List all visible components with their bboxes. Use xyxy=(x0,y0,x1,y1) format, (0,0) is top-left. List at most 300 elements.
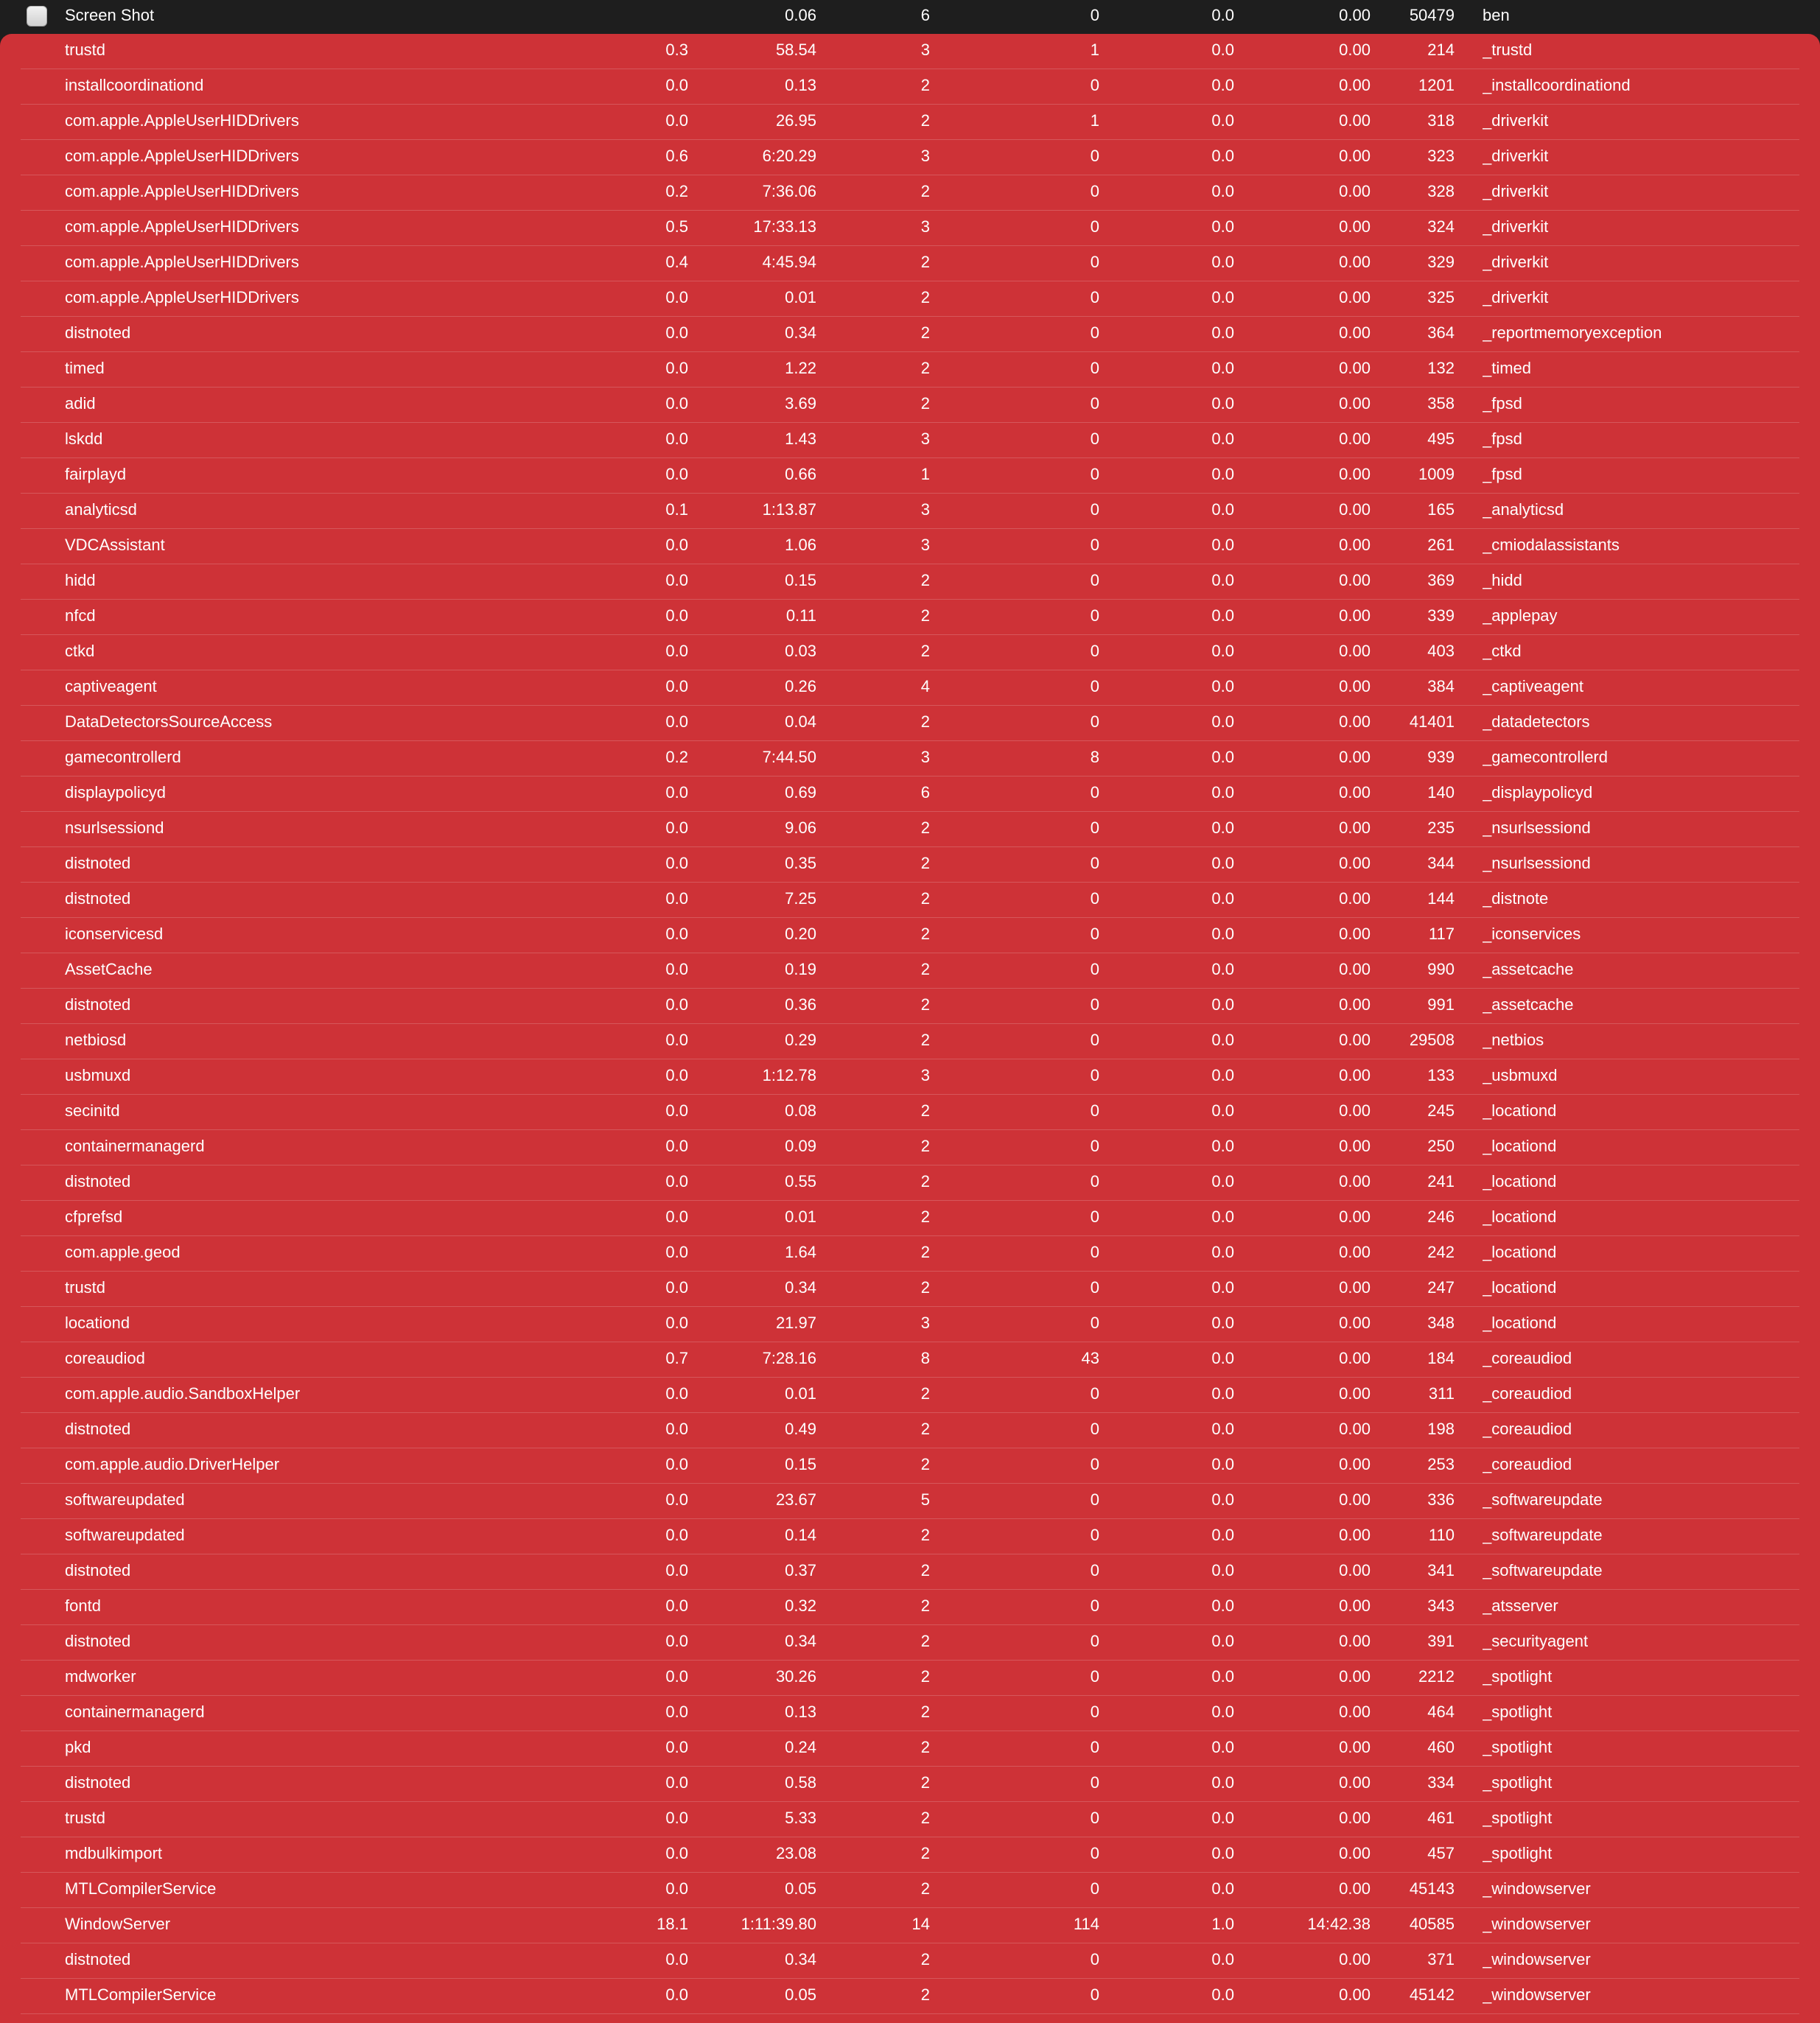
gpu-percent-cell: 0.0 xyxy=(1211,1031,1234,1049)
cpu-time-cell: 0.37 xyxy=(785,1561,816,1580)
user-cell: _trustd xyxy=(1483,41,1533,59)
pid-cell: 991 xyxy=(1427,995,1455,1014)
pid-cell: 140 xyxy=(1427,783,1455,802)
thread-count-cell: 2 xyxy=(920,1031,930,1049)
user-cell: _locationd xyxy=(1483,1101,1557,1120)
cpu-time-cell: 0.32 xyxy=(785,1596,816,1615)
idle-wake-ups-cell: 0 xyxy=(1090,1420,1099,1438)
cpu-percent-cell: 0.0 xyxy=(665,1879,688,1898)
table-row[interactable] xyxy=(0,0,1820,32)
pid-cell: 250 xyxy=(1427,1137,1455,1155)
cpu-time-cell: 0.55 xyxy=(785,1172,816,1191)
idle-wake-ups-cell: 0 xyxy=(1090,818,1099,837)
gpu-percent-cell: 0.0 xyxy=(1211,783,1234,802)
gpu-percent-cell: 1.0 xyxy=(1211,1915,1234,1933)
idle-wake-ups-cell: 0 xyxy=(1090,1243,1099,1261)
thread-count-cell: 2 xyxy=(920,1809,930,1827)
idle-wake-ups-cell: 0 xyxy=(1090,359,1099,377)
idle-wake-ups-cell: 0 xyxy=(1090,960,1099,978)
table-row[interactable] xyxy=(0,1236,1820,1272)
cpu-percent-cell: 0.2 xyxy=(665,182,688,200)
gpu-time-cell: 0.00 xyxy=(1339,41,1371,59)
user-cell: ben xyxy=(1483,6,1510,24)
user-cell: _distnote xyxy=(1483,889,1549,908)
gpu-percent-cell: 0.0 xyxy=(1211,1490,1234,1509)
table-row[interactable] xyxy=(0,1201,1820,1236)
thread-count-cell: 2 xyxy=(920,712,930,731)
pid-cell: 1009 xyxy=(1418,465,1455,483)
user-cell: _netbios xyxy=(1483,1031,1544,1049)
cpu-time-cell: 0.08 xyxy=(785,1101,816,1120)
idle-wake-ups-cell: 0 xyxy=(1090,1066,1099,1084)
cpu-time-cell: 58.54 xyxy=(775,41,816,59)
process-name-cell: distnoted xyxy=(65,323,131,342)
cpu-percent-cell: 0.0 xyxy=(665,1278,688,1297)
user-cell: _driverkit xyxy=(1483,182,1549,200)
gpu-percent-cell: 0.0 xyxy=(1211,1243,1234,1261)
thread-count-cell: 3 xyxy=(920,147,930,165)
pid-cell: 325 xyxy=(1427,288,1455,306)
cpu-percent-cell: 0.0 xyxy=(665,1490,688,1509)
pid-cell: 403 xyxy=(1427,642,1455,660)
user-cell: _atsserver xyxy=(1483,1596,1558,1615)
process-name-cell: coreaudiod xyxy=(65,1349,145,1367)
process-name-cell: MTLCompilerService xyxy=(65,1985,217,2004)
table-row[interactable] xyxy=(0,1943,1820,1979)
table-row[interactable] xyxy=(0,741,1820,776)
idle-wake-ups-cell: 0 xyxy=(1090,1596,1099,1615)
table-row[interactable] xyxy=(0,1802,1820,1837)
process-name-cell: containermanagerd xyxy=(65,1137,205,1155)
table-row[interactable] xyxy=(0,1519,1820,1554)
pid-cell: 110 xyxy=(1428,1526,1455,1544)
process-name-cell: netbiosd xyxy=(65,1031,127,1049)
gpu-time-cell: 0.00 xyxy=(1339,1738,1371,1756)
idle-wake-ups-cell: 0 xyxy=(1090,1738,1099,1756)
table-row[interactable] xyxy=(0,494,1820,529)
process-name-cell: locationd xyxy=(65,1314,130,1332)
cpu-time-cell: 4:45.94 xyxy=(762,253,816,271)
table-row[interactable] xyxy=(0,246,1820,281)
pid-cell: 2212 xyxy=(1418,1667,1455,1686)
gpu-percent-cell: 0.0 xyxy=(1211,1703,1234,1721)
gpu-time-cell: 14:42.38 xyxy=(1307,1915,1371,1933)
pid-cell: 364 xyxy=(1427,323,1455,342)
table-row[interactable] xyxy=(0,105,1820,140)
pid-cell: 336 xyxy=(1427,1490,1455,1509)
user-cell: _datadetectors xyxy=(1483,712,1590,731)
table-row[interactable] xyxy=(0,140,1820,175)
gpu-time-cell: 0.00 xyxy=(1339,76,1371,94)
process-name-cell: com.apple.AppleUserHIDDrivers xyxy=(65,147,299,165)
idle-wake-ups-cell: 0 xyxy=(1090,253,1099,271)
gpu-percent-cell: 0.0 xyxy=(1211,147,1234,165)
gpu-percent-cell: 0.0 xyxy=(1211,1879,1234,1898)
process-name-cell: VDCAssistant xyxy=(65,536,165,554)
idle-wake-ups-cell: 0 xyxy=(1090,536,1099,554)
process-name-cell: distnoted xyxy=(65,1773,131,1792)
table-row[interactable] xyxy=(0,1342,1820,1378)
table-row[interactable] xyxy=(0,352,1820,388)
table-row[interactable] xyxy=(0,1554,1820,1590)
cpu-time-cell: 0.24 xyxy=(785,1738,816,1756)
gpu-percent-cell: 0.0 xyxy=(1211,677,1234,695)
process-name-cell: pkd xyxy=(65,1738,91,1756)
pid-cell: 133 xyxy=(1427,1066,1455,1084)
pid-cell: 1201 xyxy=(1418,76,1455,94)
table-row[interactable] xyxy=(0,1873,1820,1908)
cpu-time-cell: 0.34 xyxy=(785,1950,816,1968)
gpu-time-cell: 0.00 xyxy=(1339,1031,1371,1049)
pid-cell: 318 xyxy=(1427,111,1455,130)
user-cell: _softwareupdate xyxy=(1483,1490,1603,1509)
cpu-percent-cell: 0.0 xyxy=(665,1207,688,1226)
thread-count-cell: 3 xyxy=(920,217,930,236)
process-name-cell: containermanagerd xyxy=(65,1703,205,1721)
idle-wake-ups-cell: 0 xyxy=(1090,1526,1099,1544)
process-name-cell: hidd xyxy=(65,571,96,589)
cpu-percent-cell xyxy=(604,0,688,32)
idle-wake-ups-cell: 0 xyxy=(1090,1172,1099,1191)
thread-count-cell: 3 xyxy=(920,41,930,59)
thread-count-cell: 2 xyxy=(920,1455,930,1473)
cpu-percent-cell: 0.0 xyxy=(665,1137,688,1155)
cpu-time-cell: 0.35 xyxy=(785,854,816,872)
cpu-time-cell: 3.69 xyxy=(785,394,816,413)
table-row[interactable] xyxy=(0,423,1820,458)
cpu-time-cell: 7.25 xyxy=(785,889,816,908)
gpu-percent-cell: 0.0 xyxy=(1211,1420,1234,1438)
pid-cell: 328 xyxy=(1427,182,1455,200)
cpu-percent-cell: 0.0 xyxy=(665,571,688,589)
cpu-time-cell: 0.05 xyxy=(785,1879,816,1898)
idle-wake-ups-cell: 0 xyxy=(1090,1207,1099,1226)
cpu-percent-cell: 0.0 xyxy=(665,288,688,306)
table-row[interactable] xyxy=(0,1767,1820,1802)
process-name-cell: fontd xyxy=(65,1596,101,1615)
gpu-time-cell: 0.00 xyxy=(1339,111,1371,130)
gpu-percent-cell: 0.0 xyxy=(1211,1455,1234,1473)
cpu-time-cell: 0.20 xyxy=(785,925,816,943)
process-name-cell: analyticsd xyxy=(65,500,137,519)
table-row[interactable] xyxy=(0,812,1820,847)
process-name-cell: distnoted xyxy=(65,854,131,872)
gpu-time-cell: 0.00 xyxy=(1339,1101,1371,1120)
user-cell: _nsurlsessiond xyxy=(1483,818,1591,837)
gpu-percent-cell: 0.0 xyxy=(1211,6,1234,24)
user-cell: _softwareupdate xyxy=(1483,1526,1603,1544)
gpu-percent-cell: 0.0 xyxy=(1211,111,1234,130)
user-cell: _locationd xyxy=(1483,1137,1557,1155)
gpu-percent-cell: 0.0 xyxy=(1211,430,1234,448)
gpu-percent-cell: 0.0 xyxy=(1211,1985,1234,2004)
cpu-percent-cell: 0.0 xyxy=(665,925,688,943)
table-row[interactable] xyxy=(0,1908,1820,1943)
gpu-percent-cell: 0.0 xyxy=(1211,1349,1234,1367)
cpu-time-cell: 5.33 xyxy=(785,1809,816,1827)
cpu-time-cell: 0.34 xyxy=(785,1632,816,1650)
thread-count-cell: 1 xyxy=(920,465,930,483)
cpu-time-cell: 0.04 xyxy=(785,712,816,731)
user-cell: _locationd xyxy=(1483,1278,1557,1297)
thread-count-cell: 5 xyxy=(920,1490,930,1509)
thread-count-cell: 2 xyxy=(920,1101,930,1120)
process-name-cell: displaypolicyd xyxy=(65,783,166,802)
table-row[interactable] xyxy=(0,281,1820,317)
table-row[interactable] xyxy=(0,1130,1820,1165)
idle-wake-ups-cell: 0 xyxy=(1090,288,1099,306)
table-row[interactable] xyxy=(0,600,1820,635)
user-cell: _spotlight xyxy=(1483,1773,1553,1792)
user-cell: _timed xyxy=(1483,359,1532,377)
idle-wake-ups-cell: 0 xyxy=(1090,1455,1099,1473)
table-row[interactable] xyxy=(0,918,1820,953)
gpu-percent-cell: 0.0 xyxy=(1211,925,1234,943)
table-row[interactable] xyxy=(0,1165,1820,1201)
user-cell: _reportmemoryexception xyxy=(1483,323,1662,342)
process-name-cell: distnoted xyxy=(65,1561,131,1580)
user-cell: _windowserver xyxy=(1483,1985,1591,2004)
idle-wake-ups-cell: 0 xyxy=(1090,6,1099,24)
table-row[interactable] xyxy=(0,317,1820,352)
cpu-time-cell: 9.06 xyxy=(785,818,816,837)
table-row[interactable] xyxy=(0,564,1820,600)
pid-cell: 29508 xyxy=(1409,1031,1455,1049)
gpu-time-cell: 0.00 xyxy=(1339,1596,1371,1615)
cpu-time-cell: 0.13 xyxy=(785,76,816,94)
user-cell: _applepay xyxy=(1483,606,1558,625)
process-name-cell: mdbulkimport xyxy=(65,1844,163,1862)
gpu-time-cell: 0.00 xyxy=(1339,960,1371,978)
table-row[interactable] xyxy=(0,670,1820,706)
table-row[interactable] xyxy=(0,1696,1820,1731)
cpu-percent-cell: 0.0 xyxy=(665,1031,688,1049)
idle-wake-ups-cell: 0 xyxy=(1090,323,1099,342)
thread-count-cell: 2 xyxy=(920,323,930,342)
user-cell: _usbmuxd xyxy=(1483,1066,1558,1084)
table-row[interactable] xyxy=(0,1024,1820,1059)
table-row[interactable] xyxy=(0,1095,1820,1130)
gpu-time-cell: 0.00 xyxy=(1339,1632,1371,1650)
idle-wake-ups-cell: 0 xyxy=(1090,465,1099,483)
thread-count-cell: 2 xyxy=(920,1703,930,1721)
idle-wake-ups-cell: 0 xyxy=(1090,925,1099,943)
table-row[interactable] xyxy=(0,847,1820,883)
gpu-time-cell: 0.00 xyxy=(1339,6,1371,24)
cpu-time-cell: 0.13 xyxy=(785,1703,816,1721)
user-cell: _windowserver xyxy=(1483,1879,1591,1898)
pid-cell: 242 xyxy=(1427,1243,1455,1261)
idle-wake-ups-cell: 1 xyxy=(1090,111,1099,130)
pid-cell: 45143 xyxy=(1409,1879,1455,1898)
table-row[interactable] xyxy=(0,211,1820,246)
table-row[interactable] xyxy=(0,529,1820,564)
thread-count-cell: 2 xyxy=(920,76,930,94)
process-name-cell: trustd xyxy=(65,1278,106,1297)
table-row[interactable] xyxy=(0,706,1820,741)
thread-count-cell: 8 xyxy=(920,1349,930,1367)
cpu-time-cell: 0.19 xyxy=(785,960,816,978)
gpu-percent-cell: 0.0 xyxy=(1211,465,1234,483)
idle-wake-ups-cell: 0 xyxy=(1090,147,1099,165)
idle-wake-ups-cell: 0 xyxy=(1090,1031,1099,1049)
user-cell: _cmiodalassistants xyxy=(1483,536,1620,554)
thread-count-cell: 3 xyxy=(920,500,930,519)
table-row[interactable] xyxy=(0,1837,1820,1873)
idle-wake-ups-cell: 0 xyxy=(1090,783,1099,802)
thread-count-cell: 2 xyxy=(920,1632,930,1650)
table-row[interactable] xyxy=(0,953,1820,989)
table-row[interactable] xyxy=(0,1059,1820,1095)
user-cell: _coreaudiod xyxy=(1483,1384,1572,1403)
cpu-percent-cell: 0.0 xyxy=(665,1738,688,1756)
gpu-percent-cell: 0.0 xyxy=(1211,500,1234,519)
process-name-cell: softwareupdated xyxy=(65,1490,185,1509)
cpu-percent-cell: 0.0 xyxy=(665,1526,688,1544)
cpu-time-cell: 0.06 xyxy=(785,6,816,24)
cpu-percent-cell: 0.7 xyxy=(665,1349,688,1367)
cpu-time-cell: 0.15 xyxy=(785,571,816,589)
process-name-cell: WindowServer xyxy=(65,1915,171,1933)
table-row[interactable] xyxy=(0,1307,1820,1342)
thread-count-cell: 6 xyxy=(920,6,930,24)
cpu-time-cell: 23.67 xyxy=(775,1490,816,1509)
user-cell: _captiveagent xyxy=(1483,677,1583,695)
table-row[interactable] xyxy=(0,1448,1820,1484)
cpu-percent-cell: 0.2 xyxy=(665,748,688,766)
idle-wake-ups-cell: 0 xyxy=(1090,712,1099,731)
idle-wake-ups-cell: 0 xyxy=(1090,500,1099,519)
gpu-time-cell: 0.00 xyxy=(1339,1809,1371,1827)
gpu-time-cell: 0.00 xyxy=(1339,217,1371,236)
pid-cell: 235 xyxy=(1427,818,1455,837)
process-name-cell: distnoted xyxy=(65,1950,131,1968)
gpu-time-cell: 0.00 xyxy=(1339,536,1371,554)
pid-cell: 343 xyxy=(1427,1596,1455,1615)
thread-count-cell: 2 xyxy=(920,1420,930,1438)
idle-wake-ups-cell: 0 xyxy=(1090,1632,1099,1650)
gpu-percent-cell: 0.0 xyxy=(1211,323,1234,342)
table-row[interactable] xyxy=(0,69,1820,105)
user-cell: _locationd xyxy=(1483,1207,1557,1226)
table-row[interactable] xyxy=(0,1272,1820,1307)
idle-wake-ups-cell: 0 xyxy=(1090,1703,1099,1721)
cpu-time-cell: 0.09 xyxy=(785,1137,816,1155)
gpu-percent-cell: 0.0 xyxy=(1211,1773,1234,1792)
table-row[interactable] xyxy=(0,1979,1820,2014)
user-cell: _driverkit xyxy=(1483,147,1549,165)
table-row[interactable] xyxy=(0,1731,1820,1767)
gpu-percent-cell: 0.0 xyxy=(1211,1561,1234,1580)
table-row[interactable] xyxy=(0,388,1820,423)
table-row[interactable] xyxy=(0,1590,1820,1625)
thread-count-cell: 2 xyxy=(920,1950,930,1968)
thread-count-cell: 2 xyxy=(920,1384,930,1403)
user-cell: _fpsd xyxy=(1483,465,1522,483)
cpu-time-cell: 0.36 xyxy=(785,995,816,1014)
idle-wake-ups-cell: 0 xyxy=(1090,854,1099,872)
table-row[interactable] xyxy=(0,989,1820,1024)
table-row[interactable] xyxy=(0,1413,1820,1448)
table-row[interactable] xyxy=(0,883,1820,918)
idle-wake-ups-cell: 0 xyxy=(1090,1384,1099,1403)
process-name-cell: com.apple.AppleUserHIDDrivers xyxy=(65,182,299,200)
pid-cell: 341 xyxy=(1427,1561,1455,1580)
table-row[interactable] xyxy=(0,1661,1820,1696)
table-row[interactable] xyxy=(0,1484,1820,1519)
cpu-percent-cell: 0.0 xyxy=(665,677,688,695)
thread-count-cell: 2 xyxy=(920,1207,930,1226)
table-row[interactable] xyxy=(0,458,1820,494)
process-name-cell: com.apple.geod xyxy=(65,1243,181,1261)
cpu-time-cell: 0.03 xyxy=(785,642,816,660)
user-cell: _assetcache xyxy=(1483,960,1574,978)
thread-count-cell: 2 xyxy=(920,571,930,589)
user-cell: _driverkit xyxy=(1483,111,1549,130)
user-cell: _installcoordinationd xyxy=(1483,76,1631,94)
user-cell: _coreaudiod xyxy=(1483,1455,1572,1473)
gpu-time-cell: 0.00 xyxy=(1339,1703,1371,1721)
table-row[interactable] xyxy=(0,1378,1820,1413)
cpu-time-cell: 0.05 xyxy=(785,1985,816,2004)
idle-wake-ups-cell: 0 xyxy=(1090,1137,1099,1155)
cpu-percent-cell: 0.0 xyxy=(665,1243,688,1261)
table-row[interactable] xyxy=(0,34,1820,69)
cpu-percent-cell: 0.0 xyxy=(665,642,688,660)
thread-count-cell: 2 xyxy=(920,1172,930,1191)
idle-wake-ups-cell: 0 xyxy=(1090,1809,1099,1827)
idle-wake-ups-cell: 0 xyxy=(1090,889,1099,908)
gpu-time-cell: 0.00 xyxy=(1339,1349,1371,1367)
table-row[interactable] xyxy=(0,1625,1820,1661)
gpu-percent-cell: 0.0 xyxy=(1211,854,1234,872)
gpu-percent-cell: 0.0 xyxy=(1211,606,1234,625)
cpu-percent-cell: 0.0 xyxy=(665,1632,688,1650)
gpu-percent-cell: 0.0 xyxy=(1211,889,1234,908)
table-row[interactable] xyxy=(0,776,1820,812)
cpu-percent-cell: 0.0 xyxy=(665,1844,688,1862)
table-row[interactable] xyxy=(0,175,1820,211)
gpu-time-cell: 0.00 xyxy=(1339,1172,1371,1191)
thread-count-cell: 2 xyxy=(920,995,930,1014)
gpu-time-cell: 0.00 xyxy=(1339,1243,1371,1261)
pid-cell: 45142 xyxy=(1409,1985,1455,2004)
user-cell: _spotlight xyxy=(1483,1738,1553,1756)
cpu-percent-cell: 18.1 xyxy=(657,1915,688,1933)
process-name-cell: com.apple.AppleUserHIDDrivers xyxy=(65,217,299,236)
thread-count-cell: 2 xyxy=(920,1985,930,2004)
thread-count-cell: 2 xyxy=(920,1526,930,1544)
thread-count-cell: 2 xyxy=(920,925,930,943)
table-row[interactable] xyxy=(0,635,1820,670)
cpu-time-cell: 23.08 xyxy=(775,1844,816,1862)
pid-cell: 253 xyxy=(1427,1455,1455,1473)
process-name-cell: distnoted xyxy=(65,1632,131,1650)
user-cell: _windowserver xyxy=(1483,1950,1591,1968)
gpu-time-cell: 0.00 xyxy=(1339,571,1371,589)
pid-cell: 117 xyxy=(1428,925,1455,943)
process-name-cell: Screen Shot xyxy=(65,6,155,24)
idle-wake-ups-cell: 0 xyxy=(1090,1773,1099,1792)
gpu-time-cell: 0.00 xyxy=(1339,500,1371,519)
thread-count-cell: 2 xyxy=(920,606,930,625)
pid-cell: 165 xyxy=(1427,500,1455,519)
cpu-percent-cell: 0.3 xyxy=(665,41,688,59)
gpu-percent-cell: 0.0 xyxy=(1211,1667,1234,1686)
gpu-time-cell: 0.00 xyxy=(1339,394,1371,413)
thread-count-cell: 2 xyxy=(920,854,930,872)
idle-wake-ups-cell: 0 xyxy=(1090,1844,1099,1862)
